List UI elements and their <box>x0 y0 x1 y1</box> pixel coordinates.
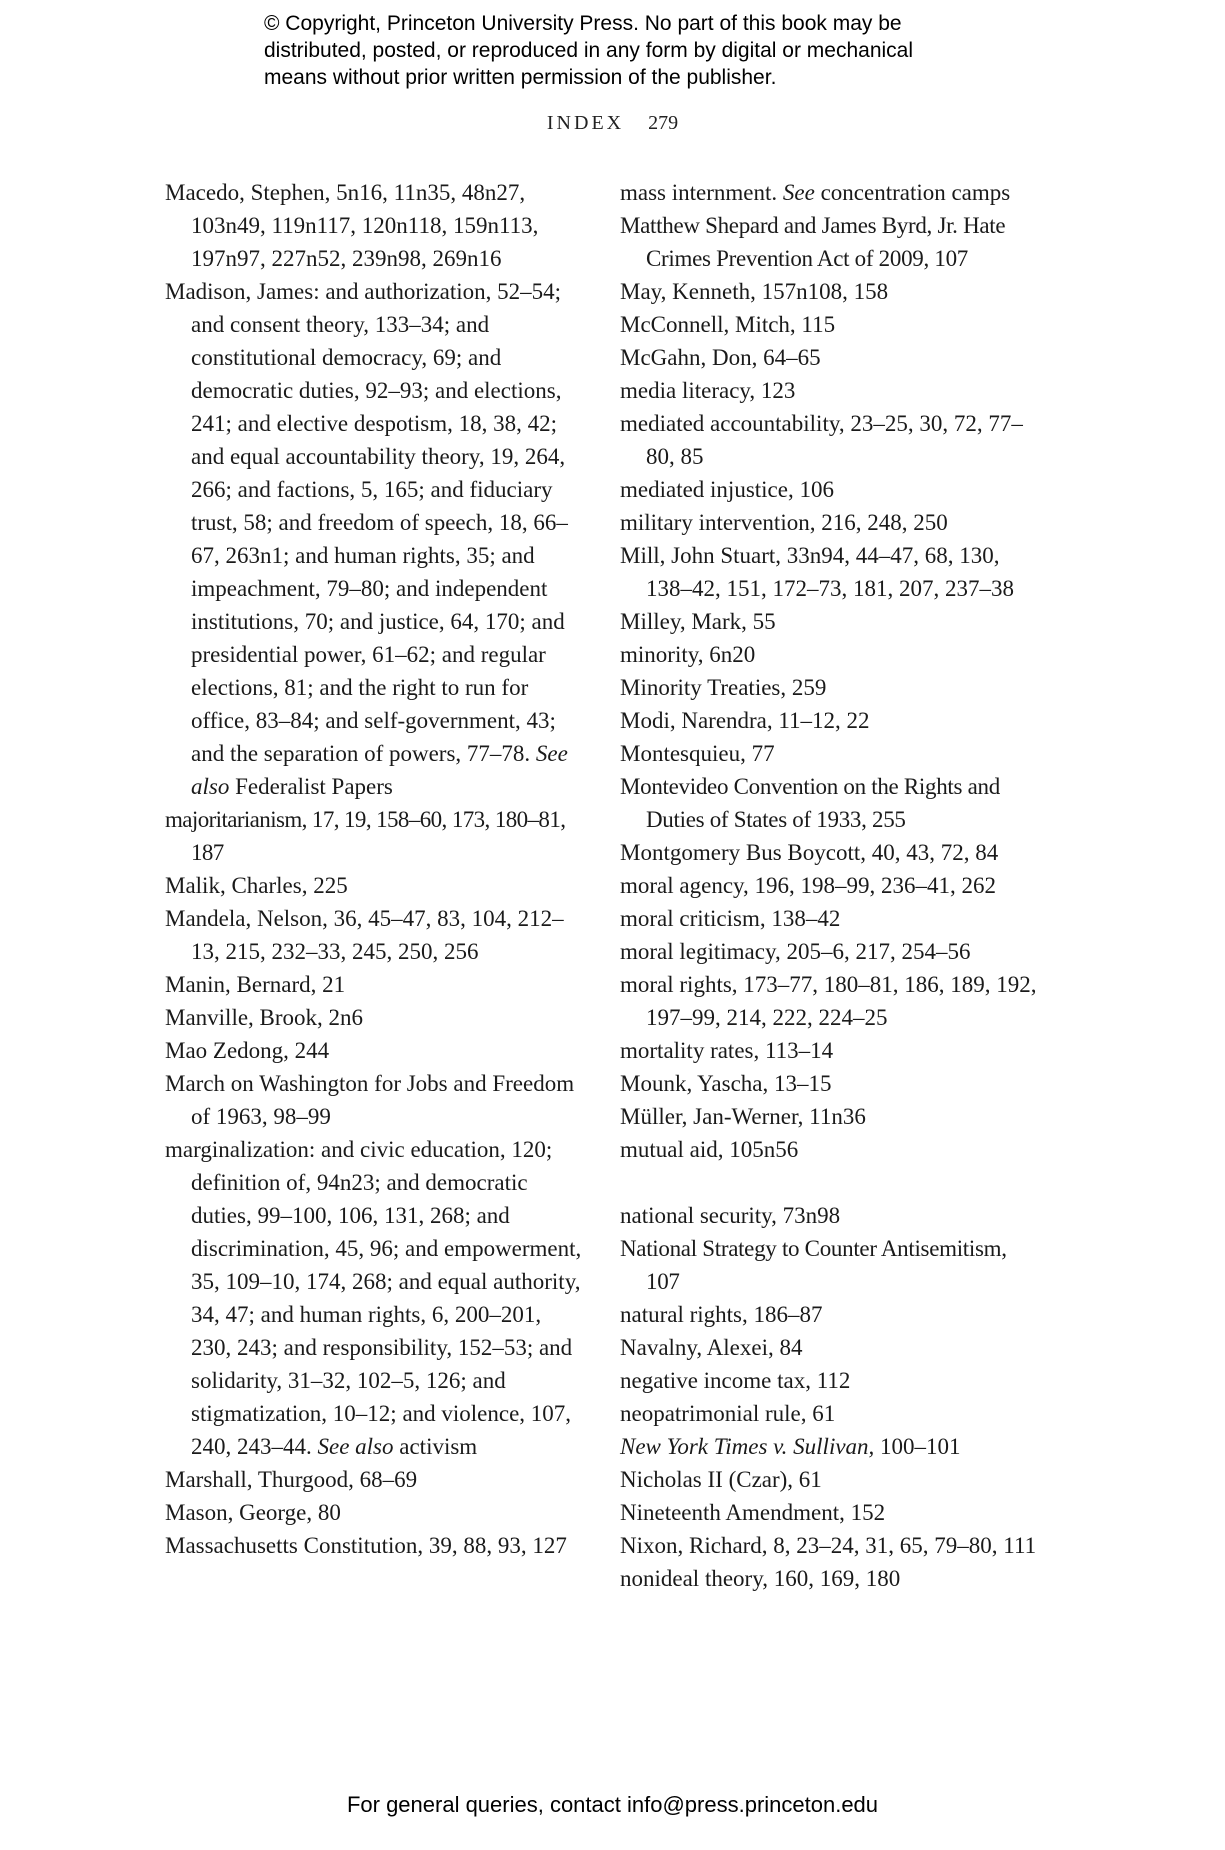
index-entry: moral criticism, 138–42 <box>620 906 841 931</box>
index-entry: Mao Zedong, 244 <box>165 1038 330 1063</box>
index-entry: mediated injustice, 106 <box>620 477 834 502</box>
running-head-label: INDEX <box>546 112 625 134</box>
page-number: 279 <box>648 112 679 134</box>
index-entry: McConnell, Mitch, 115 <box>620 312 836 337</box>
index-entry: mass internment. See concentration camps <box>620 180 1011 205</box>
index-entry: mediated accountability, 23–25, 30, 72, 77–80, 85 <box>620 411 1023 469</box>
copyright-notice <box>264 10 984 91</box>
index-entry: military intervention, 216, 248, 250 <box>620 510 948 535</box>
index-entry: Mounk, Yascha, 13–15 <box>620 1071 832 1096</box>
index-entry: Manin, Bernard, 21 <box>165 972 346 997</box>
index-entry: Nixon, Richard, 8, 23–24, 31, 65, 79–80, 111 <box>620 1533 1037 1558</box>
index-entry: mortality rates, 113–14 <box>620 1038 834 1063</box>
index-column-left <box>165 176 585 1562</box>
index-entry: Nineteenth Amendment, 152 <box>620 1500 886 1525</box>
index-entry: nonideal theory, 160, 169, 180 <box>620 1566 901 1591</box>
index-entry: moral agency, 196, 198–99, 236–41, 262 <box>620 873 997 898</box>
index-entry: Nicholas II (Czar), 61 <box>620 1467 822 1492</box>
index-entry: Massachusetts Constitution, 39, 88, 93, 127 <box>165 1533 567 1558</box>
index-column-right <box>620 176 1040 1595</box>
index-entry: Manville, Brook, 2n6 <box>165 1005 364 1030</box>
index-entry: media literacy, 123 <box>620 378 796 403</box>
section-gap <box>620 1166 1040 1199</box>
index-entry: Montgomery Bus Boycott, 40, 43, 72, 84 <box>620 840 999 865</box>
index-entry: Montevideo Convention on the Rights and Duties of States of 1933, 255 <box>620 774 1000 832</box>
index-entry: national security, 73n98 <box>620 1203 841 1228</box>
index-entry: moral legitimacy, 205–6, 217, 254–56 <box>620 939 971 964</box>
index-entry: majoritarianism, 17, 19, 158–60, 173, 180–81, 187 <box>165 807 566 865</box>
index-entry: March on Washington for Jobs and Freedom of 1963, 98–99 <box>165 1071 575 1129</box>
index-entry: Madison, James: and authorization, 52–54; and consent theory, 133–34; and constitutional democracy, 69; and democratic duties, 92–93; and elections, 241; and elective despotism, 18, 38, 42; and equal accountability theory, 19, 264, 266; and factions, 5, 165; and fiduciary trust, 58; and freedom of speech, 18, 66–67, 263n1; and human rights, 35; and impeachment, 79–80; and independent institutions, 70; and justice, 64, 170; and presidential power, 61–62; and regular elections, 81; and the right to run for office, 83–84; and self-government, 43; and the separation of powers, 77–78. See also Federalist Papers <box>165 279 568 799</box>
index-entry: marginalization: and civic education, 120; definition of, 94n23; and democratic duties, 99–100, 106, 131, 268; and discrimination, 45, 96; and empowerment, 35, 109–10, 174, 268; and equal authority, 34, 47; and human rights, 6, 200–201, 230, 243; and responsibility, 152–53; and solidarity, 31–32, 102–5, 126; and stigmatization, 10–12; and violence, 107, 240, 243–44. See also activism <box>165 1137 582 1459</box>
footer-contact: For general queries, contact info@press.princeton.edu <box>346 1792 879 1817</box>
index-entry: New York Times v. Sullivan, 100–101 <box>620 1434 961 1459</box>
index-entry: negative income tax, 112 <box>620 1368 851 1393</box>
index-entry: National Strategy to Counter Antisemitism, 107 <box>620 1236 1007 1294</box>
index-entry: Macedo, Stephen, 5n16, 11n35, 48n27, 103n49, 119n117, 120n118, 159n113, 197n97, 227n52, 239n98, 269n16 <box>165 180 539 271</box>
index-entry: Milley, Mark, 55 <box>620 609 776 634</box>
index-entry: Mason, George, 80 <box>165 1500 341 1525</box>
index-entry: mutual aid, 105n56 <box>620 1137 799 1162</box>
copyright-line-2: distributed, posted, or reproduced in any form by digital or mechanical <box>264 39 914 62</box>
index-entry: Modi, Narendra, 11–12, 22 <box>620 708 870 733</box>
index-entry: Mill, John Stuart, 33n94, 44–47, 68, 130, 138–42, 151, 172–73, 181, 207, 237–38 <box>620 543 1014 601</box>
index-entry: Marshall, Thurgood, 68–69 <box>165 1467 418 1492</box>
index-entry: Müller, Jan-Werner, 11n36 <box>620 1104 866 1129</box>
copyright-line-3: means without prior written permission of the publisher. <box>264 66 777 89</box>
index-entry: Navalny, Alexei, 84 <box>620 1335 803 1360</box>
index-entry: May, Kenneth, 157n108, 158 <box>620 279 889 304</box>
copyright-line-1: © Copyright, Princeton University Press. No part of this book may be <box>264 12 902 35</box>
index-entry: Mandela, Nelson, 36, 45–47, 83, 104, 212–13, 215, 232–33, 245, 250, 256 <box>165 906 564 964</box>
index-entry: Matthew Shepard and James Byrd, Jr. Hate Crimes Prevention Act of 2009, 107 <box>620 213 1006 271</box>
index-entry: natural rights, 186–87 <box>620 1302 823 1327</box>
index-entry: minority, 6n20 <box>620 642 756 667</box>
index-entry: Minority Treaties, 259 <box>620 675 827 700</box>
index-entry: McGahn, Don, 64–65 <box>620 345 821 370</box>
index-entry: Malik, Charles, 225 <box>165 873 348 898</box>
index-entry: Montesquieu, 77 <box>620 741 775 766</box>
running-head <box>0 112 1225 135</box>
index-entry: neopatrimonial rule, 61 <box>620 1401 836 1426</box>
index-entry: moral rights, 173–77, 180–81, 186, 189, 192, 197–99, 214, 222, 224–25 <box>620 972 1037 1030</box>
